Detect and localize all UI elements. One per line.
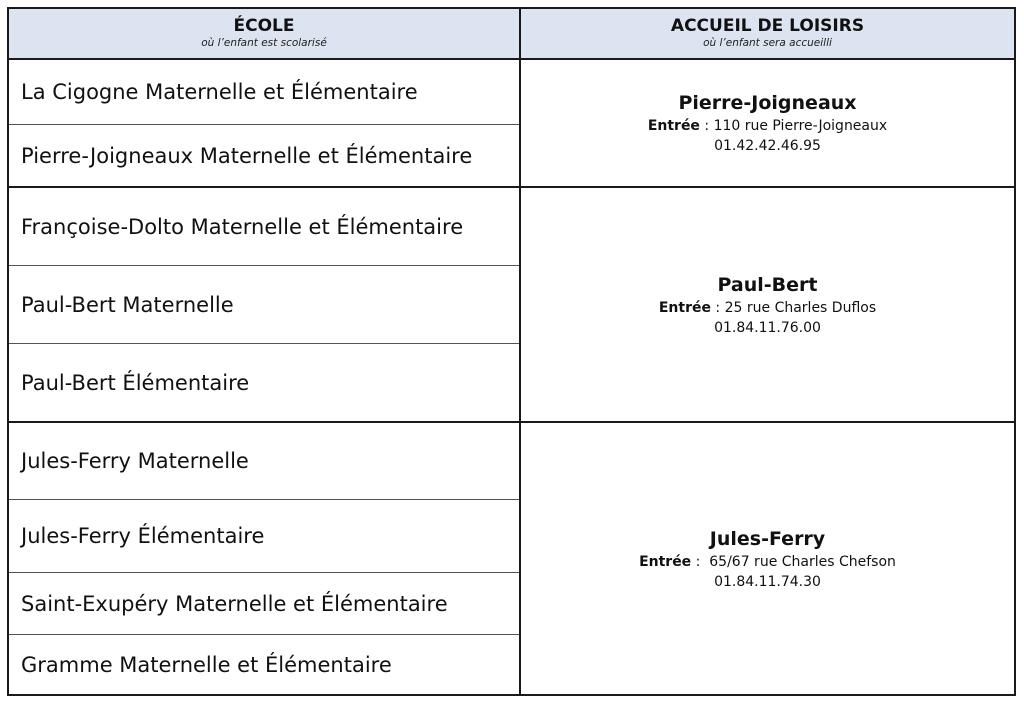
header-ecole-subtitle: où l’enfant est scolarisé — [201, 37, 327, 49]
entry-label: Entrée — [647, 118, 700, 134]
school-row: La Cigogne Maternelle et Élémentaire — [9, 60, 519, 125]
header-ecole — [9, 9, 521, 60]
header-accueil-title: ACCUEIL DE LOISIRS — [670, 16, 865, 36]
school-row: Pierre-Joigneaux Maternelle et Élémentaire — [9, 125, 519, 188]
centre-phone: 01.84.11.76.00 — [714, 319, 821, 336]
school-centre-table — [7, 7, 1016, 696]
header-ecole-title: ÉCOLE — [233, 16, 295, 36]
header-accueil-subtitle: où l’enfant sera accueilli — [703, 37, 832, 49]
entry-separator: : — [699, 118, 714, 134]
school-row: Paul-Bert Maternelle — [9, 266, 519, 344]
centre-address: 110 rue Pierre-Joigneaux — [713, 118, 888, 134]
centre-phone: 01.42.42.46.95 — [714, 138, 821, 154]
centre-name: Paul-Bert — [717, 273, 818, 296]
header-accueil — [521, 9, 1014, 60]
centre-paul-bert — [521, 188, 1014, 423]
centre-jules-ferry — [521, 423, 1014, 694]
school-row: Françoise-Dolto Maternelle et Élémentaire — [9, 188, 519, 266]
school-row: Gramme Maternelle et Élémentaire — [21, 652, 392, 677]
centres-column — [521, 60, 1014, 694]
centre-name: Pierre-Joigneaux — [678, 92, 857, 114]
school-row: Saint-Exupéry Maternelle et Élémentaire — [9, 573, 519, 635]
centre-entry — [659, 298, 876, 318]
centre-entry — [648, 116, 887, 136]
school-row: Paul-Bert Élémentaire — [9, 344, 519, 423]
centre-address: 65/67 rue Charles Chefson — [709, 553, 896, 570]
entry-separator: : — [710, 299, 725, 316]
centre-name: Jules-Ferry — [709, 527, 826, 550]
centre-phone: 01.84.11.74.30 — [714, 573, 821, 590]
centre-entry — [639, 552, 896, 572]
centre-pierre-joigneaux — [521, 60, 1014, 188]
school-row: Jules-Ferry Maternelle — [9, 423, 519, 500]
schools-column — [9, 60, 521, 694]
entry-separator: : — [691, 553, 710, 570]
school-row: Jules-Ferry Élémentaire — [9, 500, 519, 573]
entry-label: Entrée — [639, 553, 692, 570]
centre-address: 25 rue Charles Duflos — [724, 299, 877, 316]
entry-label: Entrée — [658, 299, 711, 316]
